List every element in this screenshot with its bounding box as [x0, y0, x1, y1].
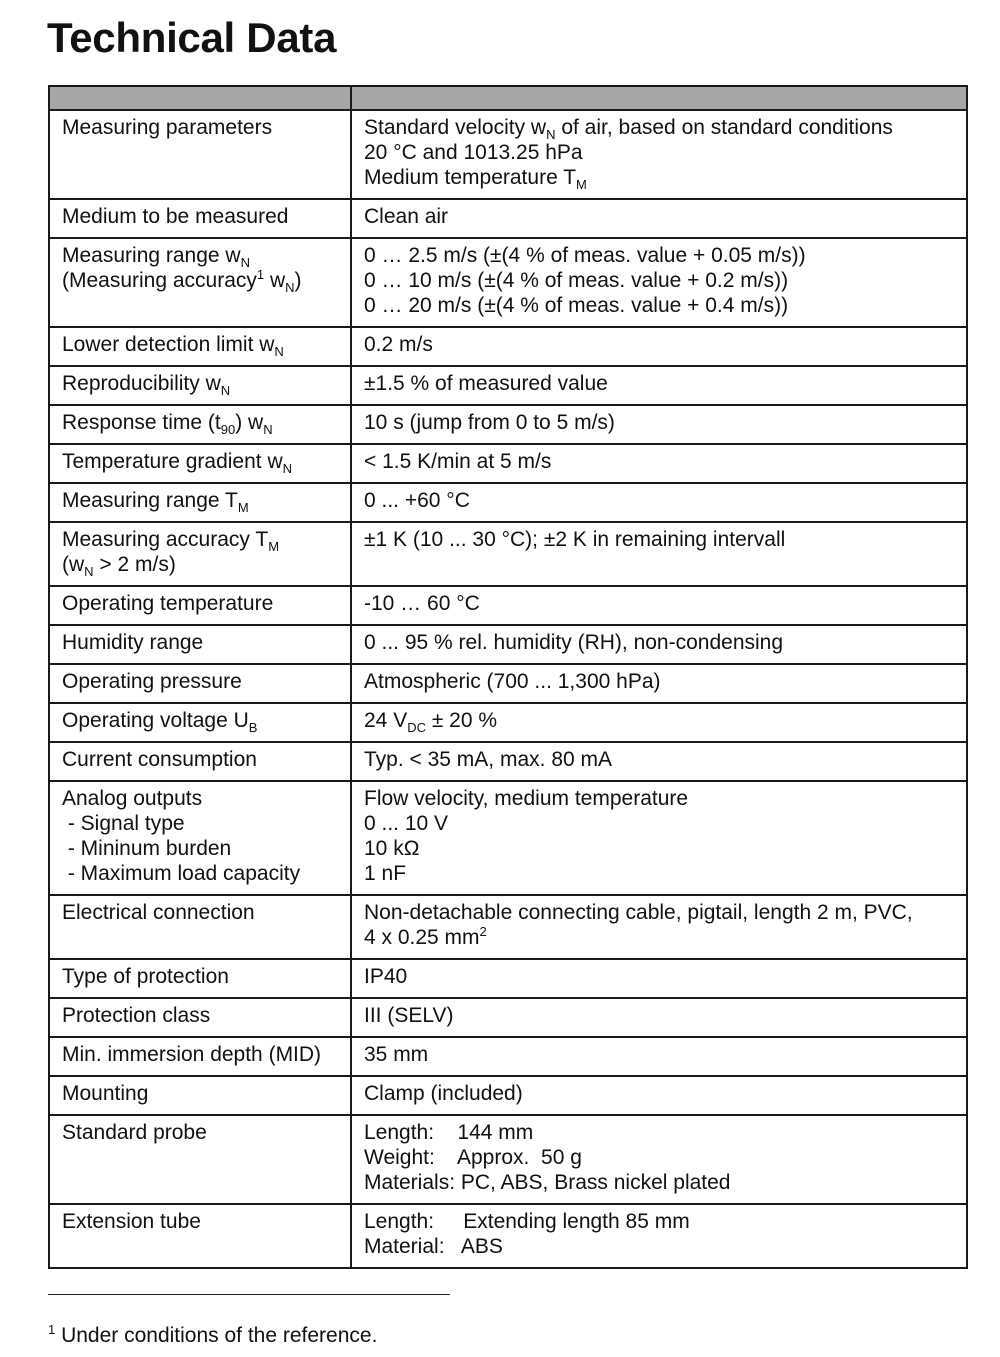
spec-label-cell — [49, 586, 351, 625]
spec-label-cell — [49, 703, 351, 742]
spec-label-line — [62, 708, 338, 736]
subscript: M — [237, 500, 249, 516]
spec-value-line — [364, 925, 954, 950]
spec-value-line — [364, 708, 954, 736]
spec-value-line — [364, 1145, 954, 1170]
spec-label-cell — [49, 1037, 351, 1076]
spec-label-line — [62, 591, 338, 616]
spec-label-cell — [49, 366, 351, 405]
table-row — [49, 327, 967, 366]
footnote-marker: 1 — [48, 1322, 56, 1337]
spec-value-line — [364, 591, 954, 616]
spec-label-line — [62, 964, 338, 989]
table-header-cell-right — [351, 86, 967, 110]
table-row — [49, 586, 967, 625]
spec-value-line — [364, 630, 954, 655]
spec-label-line — [62, 836, 338, 861]
spec-label-line — [62, 747, 338, 772]
text-segment: Reproducibility w — [62, 372, 221, 395]
spec-label-line — [62, 267, 338, 296]
spec-value-cell — [351, 483, 967, 522]
spec-value-line — [364, 488, 954, 513]
spec-value-cell — [351, 405, 967, 444]
text-segment: Humidity range — [62, 631, 204, 654]
text-segment: Electrical connection — [62, 901, 255, 924]
table-header-cell-left — [49, 86, 351, 110]
table-row — [49, 959, 967, 998]
text-segment: Medium to be measured — [62, 205, 289, 228]
spec-label-cell — [49, 110, 351, 199]
text-segment: Measuring range T — [62, 489, 238, 512]
spec-value-line — [364, 669, 954, 694]
spec-value-cell — [351, 998, 967, 1037]
spec-label-cell — [49, 742, 351, 781]
text-segment: Medium temperature T — [364, 166, 577, 189]
subscript: DC — [407, 720, 426, 736]
spec-value-line — [364, 268, 954, 293]
spec-value-cell — [351, 366, 967, 405]
spec-label-cell — [49, 1115, 351, 1204]
spec-value-cell — [351, 444, 967, 483]
text-segment: Measuring parameters — [62, 116, 273, 139]
spec-label-line — [62, 449, 338, 477]
spec-label-line — [62, 630, 338, 655]
spec-value-line — [364, 1003, 954, 1028]
spec-value-cell — [351, 522, 967, 586]
spec-label-cell — [49, 199, 351, 238]
spec-value-line — [364, 1170, 954, 1195]
text-segment: 0 … 10 m/s (±(4 % of meas. value + 0.2 m/s)) — [364, 269, 789, 292]
spec-value-cell — [351, 1076, 967, 1115]
spec-value-line — [364, 140, 954, 165]
text-segment: of air, based on standard conditions — [555, 116, 893, 139]
text-segment: 0 … 20 m/s (±(4 % of meas. value + 0.4 m/s)) — [364, 294, 789, 317]
text-segment: Operating voltage U — [62, 709, 249, 732]
spec-label-cell — [49, 522, 351, 586]
table-row — [49, 1076, 967, 1115]
spec-label-line — [62, 410, 338, 438]
spec-value-cell — [351, 742, 967, 781]
subscript: N — [546, 127, 556, 143]
spec-label-line — [62, 552, 338, 580]
table-row — [49, 444, 967, 483]
text-segment: Operating temperature — [62, 592, 274, 615]
spec-label-cell — [49, 895, 351, 959]
text-segment: ±1 K (10 ... 30 °C); ±2 K in remaining intervall — [364, 528, 786, 551]
spec-value-line — [364, 115, 954, 143]
spec-label-line — [62, 861, 338, 886]
subscript: M — [576, 177, 587, 193]
text-segment: 0 ... 95 % rel. humidity (RH), non-condensing — [364, 631, 784, 654]
text-segment: Type of protection — [62, 965, 229, 988]
text-segment: Mounting — [62, 1082, 149, 1105]
text-segment: 10 kΩ — [364, 837, 420, 860]
table-body — [49, 110, 967, 1268]
text-segment: Non-detachable connecting cable, pigtail, length 2 m, PVC, — [364, 901, 913, 924]
text-segment: - Maximum load capacity — [62, 862, 301, 885]
spec-value-cell — [351, 664, 967, 703]
spec-label-line — [62, 371, 338, 399]
spec-label-line — [62, 811, 338, 836]
spec-value-line — [364, 449, 954, 474]
spec-value-line — [364, 371, 954, 396]
table-row — [49, 1037, 967, 1076]
table-row — [49, 742, 967, 781]
text-segment: (Measuring accuracy — [62, 269, 257, 292]
text-segment: 4 x 0.25 mm — [364, 926, 480, 949]
text-segment: 24 V — [364, 709, 408, 732]
spec-value-line — [364, 410, 954, 435]
footnote — [48, 1324, 377, 1348]
text-segment: Clamp (included) — [364, 1082, 523, 1105]
spec-label-cell — [49, 998, 351, 1037]
technical-data-table — [48, 85, 968, 1269]
text-segment: ±1.5 % of measured value — [364, 372, 608, 395]
spec-value-line — [364, 1081, 954, 1106]
table-row — [49, 366, 967, 405]
subscript: B — [248, 720, 258, 736]
text-segment: Standard velocity w — [364, 116, 547, 139]
text-segment: Length: Extending length 85 mm — [364, 1210, 690, 1233]
spec-label-line — [62, 1081, 338, 1106]
spec-value-line — [364, 747, 954, 772]
text-segment: ) w — [235, 411, 264, 434]
text-segment: Standard probe — [62, 1121, 207, 1144]
table-row — [49, 998, 967, 1037]
text-segment: (w — [62, 553, 85, 576]
table-row — [49, 664, 967, 703]
text-segment: - Signal type — [62, 812, 185, 835]
subscript: N — [274, 344, 284, 360]
text-segment: - Mininum burden — [62, 837, 232, 860]
spec-value-line — [364, 1209, 954, 1234]
spec-value-cell — [351, 586, 967, 625]
spec-label-cell — [49, 444, 351, 483]
text-segment: Measuring range w — [62, 244, 241, 267]
text-segment: Length: 144 mm — [364, 1121, 534, 1144]
text-segment: 35 mm — [364, 1043, 429, 1066]
spec-value-cell — [351, 1037, 967, 1076]
subscript: 90 — [220, 422, 236, 438]
text-segment: Analog outputs — [62, 787, 203, 810]
spec-value-line — [364, 332, 954, 357]
spec-value-line — [364, 1042, 954, 1067]
spec-value-line — [364, 811, 954, 836]
text-segment: 0 … 2.5 m/s (±(4 % of meas. value + 0.05 m/s)) — [364, 244, 806, 267]
spec-label-line — [62, 1003, 338, 1028]
spec-label-line — [62, 1209, 338, 1234]
spec-value-cell — [351, 327, 967, 366]
spec-label-cell — [49, 327, 351, 366]
table-row — [49, 781, 967, 895]
text-segment: Materials: PC, ABS, Brass nickel plated — [364, 1171, 731, 1194]
text-segment: Measuring accuracy T — [62, 528, 269, 551]
text-segment: Clean air — [364, 205, 449, 228]
text-segment: 0.2 m/s — [364, 333, 433, 356]
subscript: N — [220, 383, 231, 399]
spec-label-cell — [49, 483, 351, 522]
text-segment: ± 20 % — [425, 709, 498, 732]
spec-label-cell — [49, 405, 351, 444]
table-row — [49, 895, 967, 959]
spec-value-cell — [351, 959, 967, 998]
spec-value-line — [364, 786, 954, 811]
spec-value-cell — [351, 781, 967, 895]
text-segment: Protection class — [62, 1004, 211, 1027]
text-segment: Min. immersion depth (MID) — [62, 1043, 322, 1066]
spec-value-cell — [351, 1115, 967, 1204]
text-segment: < 1.5 K/min at 5 m/s — [364, 450, 552, 473]
spec-value-cell — [351, 703, 967, 742]
subscript: N — [263, 422, 273, 438]
spec-label-cell — [49, 959, 351, 998]
spec-label-cell — [49, 664, 351, 703]
spec-value-cell — [351, 238, 967, 327]
subscript: N — [240, 255, 250, 271]
text-segment: 1 nF — [364, 862, 407, 885]
spec-label-line — [62, 669, 338, 694]
spec-value-cell — [351, 199, 967, 238]
text-segment: Weight: Approx. 50 g — [364, 1146, 582, 1169]
spec-value-line — [364, 293, 954, 318]
spec-value-line — [364, 204, 954, 229]
spec-label-line — [62, 488, 338, 516]
text-segment: > 2 m/s) — [93, 553, 176, 576]
spec-value-cell — [351, 625, 967, 664]
spec-label-line — [62, 115, 338, 140]
subscript: N — [282, 461, 293, 477]
subscript: N — [84, 564, 94, 580]
superscript: 2 — [479, 924, 487, 939]
spec-label-line — [62, 786, 338, 811]
spec-value-line — [364, 243, 954, 268]
footnote-divider — [48, 1294, 450, 1295]
text-segment: Flow velocity, medium temperature — [364, 787, 689, 810]
table-row — [49, 703, 967, 742]
spec-label-line — [62, 332, 338, 360]
table-row — [49, 110, 967, 199]
spec-value-line — [364, 900, 954, 925]
text-segment: IP40 — [364, 965, 408, 988]
table-row — [49, 405, 967, 444]
text-segment: Operating pressure — [62, 670, 242, 693]
table-row — [49, 199, 967, 238]
text-segment: Response time (t — [62, 411, 221, 434]
text-segment: -10 … 60 °C — [364, 592, 480, 615]
text-segment: 10 s (jump from 0 to 5 m/s) — [364, 411, 615, 434]
text-segment: 20 °C and 1013.25 hPa — [364, 141, 583, 164]
spec-label-cell — [49, 1076, 351, 1115]
spec-value-cell — [351, 895, 967, 959]
subscript: N — [285, 280, 295, 296]
table-row — [49, 1115, 967, 1204]
spec-label-line — [62, 1120, 338, 1145]
text-segment: Current consumption — [62, 748, 257, 771]
table-header-row — [49, 86, 967, 110]
subscript: M — [268, 539, 280, 555]
spec-value-line — [364, 964, 954, 989]
table-row — [49, 483, 967, 522]
table-row — [49, 1204, 967, 1268]
text-segment: Lower detection limit w — [62, 333, 275, 356]
text-segment: ) — [294, 269, 302, 292]
text-segment: III (SELV) — [364, 1004, 454, 1027]
text-segment: Atmospheric (700 ... 1,300 hPa) — [364, 670, 661, 693]
text-segment: Material: ABS — [364, 1235, 503, 1258]
table-row — [49, 238, 967, 327]
spec-label-line — [62, 243, 338, 271]
spec-value-line — [364, 165, 954, 193]
spec-label-line — [62, 1042, 338, 1067]
spec-label-line — [62, 204, 338, 229]
text-segment: 0 ... 10 V — [364, 812, 449, 835]
table-row — [49, 522, 967, 586]
footnote-text: Under conditions of the reference. — [55, 1324, 378, 1347]
spec-value-cell — [351, 110, 967, 199]
spec-value-line — [364, 1234, 954, 1259]
page-title: Technical Data — [47, 14, 337, 61]
spec-value-line — [364, 861, 954, 886]
table-row — [49, 625, 967, 664]
spec-value-line — [364, 1120, 954, 1145]
text-segment: w — [264, 269, 286, 292]
text-segment: 0 ... +60 °C — [364, 489, 470, 512]
spec-label-cell — [49, 1204, 351, 1268]
spec-label-cell — [49, 238, 351, 327]
spec-label-line — [62, 900, 338, 925]
superscript: 1 — [256, 267, 265, 282]
text-segment: Extension tube — [62, 1210, 201, 1233]
spec-value-line — [364, 836, 954, 861]
spec-label-line — [62, 527, 338, 555]
text-segment: Temperature gradient w — [62, 450, 283, 473]
spec-value-line — [364, 527, 954, 552]
spec-label-cell — [49, 781, 351, 895]
spec-value-cell — [351, 1204, 967, 1268]
spec-label-cell — [49, 625, 351, 664]
text-segment: Typ. < 35 mA, max. 80 mA — [364, 748, 613, 771]
